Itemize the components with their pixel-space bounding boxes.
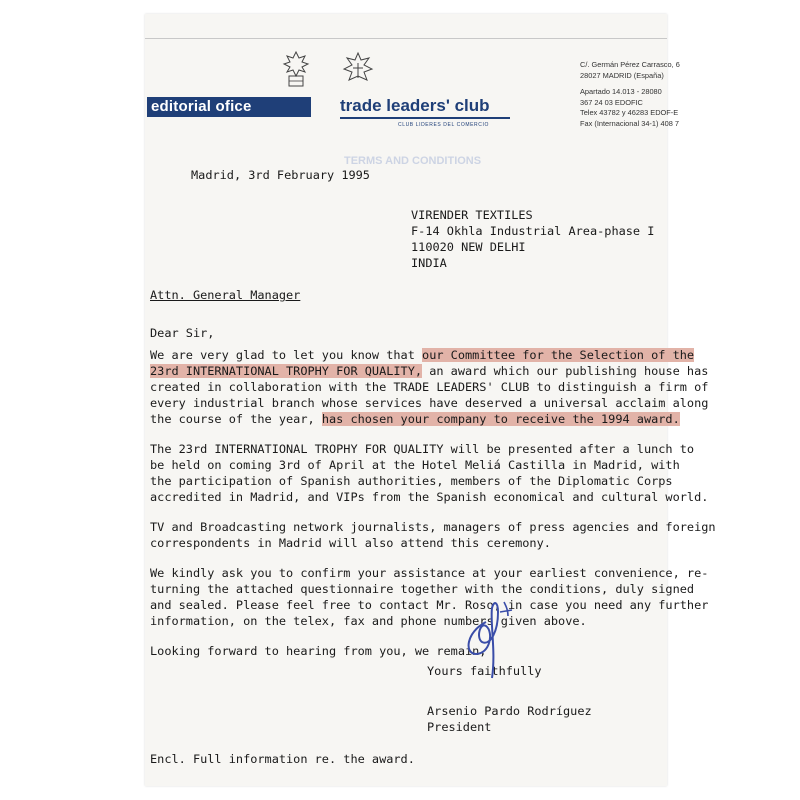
highlight-chosen: has chosen your company to receive the 1994 award. bbox=[321, 412, 680, 426]
signer-title: President bbox=[427, 720, 492, 734]
highlight-trophy: 23rd INTERNATIONAL TROPHY FOR QUALITY, bbox=[150, 364, 423, 378]
signature-icon bbox=[446, 592, 526, 682]
top-rule bbox=[145, 38, 667, 39]
salutation: Dear Sir, bbox=[150, 326, 215, 340]
closing-line: Looking forward to hearing from you, we remain, bbox=[150, 644, 487, 658]
signer-name: Arsenio Pardo Rodríguez bbox=[427, 704, 592, 718]
attn-line: Attn. General Manager bbox=[150, 288, 301, 302]
enclosure-line: Encl. Full information re. the award. bbox=[150, 752, 415, 766]
logo-underline bbox=[340, 117, 510, 119]
crest-emblem-left bbox=[281, 50, 311, 90]
editorial-ofice-logo: editorial ofice bbox=[147, 97, 311, 117]
club-subtitle: CLUB LIDERES DEL COMERCIO bbox=[398, 122, 489, 128]
letterhead-address: C/. Germán Pérez Carrasco, 6 28027 MADRID (España) Apartado 14.013 - 28080 367 24 03 EDOFIC Telex 43782 y 46283 EDOF-E Fax (Internacional 34-1) 408 7 bbox=[580, 60, 680, 128]
highlight-committee: our Committee for the Selection of the bbox=[422, 348, 695, 362]
trade-leaders-club-logo: trade leaders' club bbox=[340, 96, 490, 115]
faint-background-heading: TERMS AND CONDITIONS bbox=[344, 155, 482, 167]
valediction: Yours faithfully bbox=[427, 664, 542, 678]
letter-date: Madrid, 3rd February 1995 bbox=[191, 168, 370, 182]
crest-emblem-right bbox=[341, 50, 375, 90]
